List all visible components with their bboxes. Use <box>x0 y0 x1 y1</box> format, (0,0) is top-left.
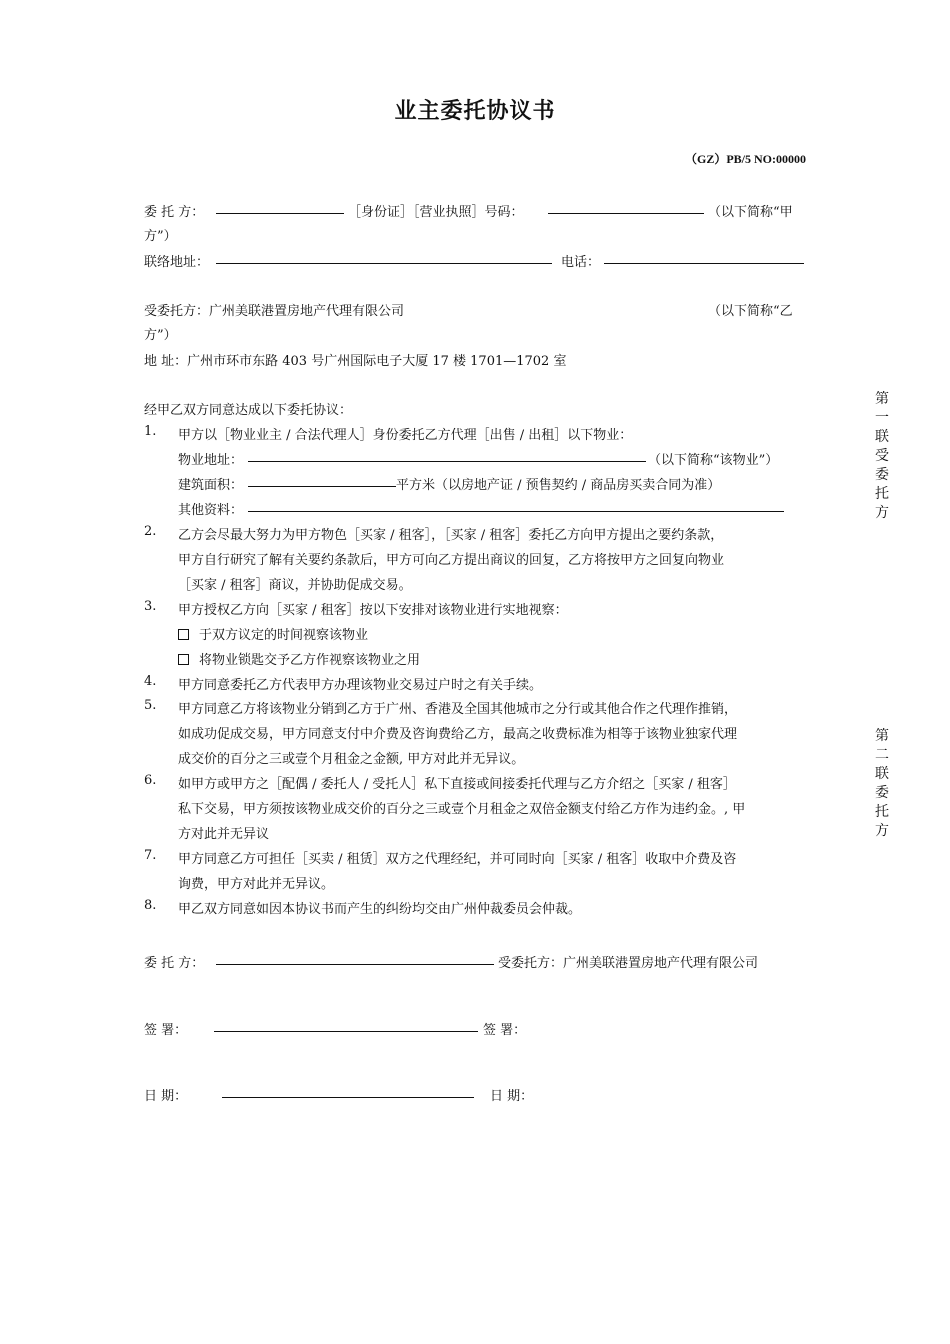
clause-number: 5. <box>144 698 157 713</box>
viewing-option-1[interactable] <box>178 624 368 643</box>
building-area-note: 平方米（以房地产证 / 预售契约 / 商品房买卖合同为准） <box>396 478 721 493</box>
clause-number: 4. <box>144 674 157 689</box>
clause-7-line: 询费，甲方对此并无异议。 <box>178 877 335 892</box>
clause-5-line: 成交价的百分之三或壹个月租金之金额, 甲方对此并无异议。 <box>178 752 525 767</box>
signature-field-a[interactable] <box>214 1031 478 1032</box>
clause-5-line: 如成功促成交易，甲方同意支付中介费及咨询费给乙方，最高之收费标准为相等于该物业独家代理 <box>178 727 738 742</box>
date-field-a[interactable] <box>222 1097 474 1098</box>
clause-6-line: 如甲方或甲方之［配偶 / 委托人 / 受托人］私下直接或间接委托代理与乙方介绍之［买家 / 租客］ <box>178 777 736 792</box>
viewing-option-1-label: 于双方议定的时间视察该物业 <box>199 628 369 643</box>
party-a-address-field[interactable] <box>216 263 552 264</box>
sign-party-a-field[interactable] <box>216 964 494 965</box>
party-a-address-label: 联络地址： <box>144 255 210 270</box>
party-a-id-type: ［身份证］［营业执照］号码： <box>348 205 524 220</box>
sign-party-b-label: 受委托方：广州美联港置房地产代理有限公司 <box>498 956 759 971</box>
party-b-alias-cont: 方”） <box>144 328 177 343</box>
party-a-phone-field[interactable] <box>604 263 804 264</box>
party-b-alias: （以下简称“乙 <box>708 304 793 319</box>
viewing-option-2[interactable] <box>178 649 420 668</box>
clause-number: 2. <box>144 524 157 539</box>
party-b-address: 地 址：广州市环市东路 403 号广州国际电子大厦 17 楼 1701—1702 室 <box>144 354 567 369</box>
clause-6-line: 方对此并无异议 <box>178 827 270 842</box>
building-area-field[interactable] <box>248 486 396 487</box>
party-a-label: 委 托 方： <box>144 205 205 220</box>
clause-2-line: 乙方会尽最大努力为甲方物色［买家 / 租客］，［买家 / 租客］委托乙方向甲方提出之要约条款， <box>178 528 724 543</box>
viewing-option-2-label: 将物业锁匙交予乙方作视察该物业之用 <box>199 653 421 668</box>
date-label-a: 日 期： <box>144 1089 188 1104</box>
checkbox-icon[interactable] <box>178 654 189 665</box>
sign-label-b: 签 署： <box>483 1023 527 1038</box>
clause-5-line: 甲方同意乙方将该物业分销到乙方于广州、香港及全国其他城市之分行或其他合作之代理作推销， <box>178 702 738 717</box>
clause-6-line: 私下交易，甲方须按该物业成交价的百分之三或壹个月租金之双倍金额支付给乙方作为违约金。, 甲 <box>178 802 746 817</box>
party-b-label: 受委托方：广州美联港置房地产代理有限公司 <box>144 304 405 319</box>
sign-party-a-label: 委 托 方： <box>144 956 205 971</box>
property-address-note: （以下简称“该物业”） <box>648 453 779 468</box>
date-label-b: 日 期： <box>490 1089 534 1104</box>
building-area-label: 建筑面积： <box>178 478 244 493</box>
clause-2-line: 甲方自行研究了解有关要约条款后，甲方可向乙方提出商议的回复，乙方将按甲方之回复向物业 <box>178 553 725 568</box>
clause-number: 3. <box>144 599 157 614</box>
clause-number: 8. <box>144 898 157 913</box>
copy-2-side-label: 第 二 联 委 托 方 <box>875 728 889 839</box>
party-a-name-field[interactable] <box>216 213 344 214</box>
party-a-alias: （以下简称“甲 <box>708 205 793 220</box>
clause-8-text: 甲乙双方同意如因本协议书而产生的纠纷均交由广州仲裁委员会仲裁。 <box>178 902 582 917</box>
copy-1-side-label: 第 一 联 受 委 托 方 <box>875 391 889 521</box>
clause-3-text: 甲方授权乙方向［买家 / 租客］按以下安排对该物业进行实地视察： <box>178 603 568 618</box>
clause-2-line: ［买家 / 租客］商议，并协助促成交易。 <box>178 578 412 593</box>
clause-number: 6. <box>144 773 157 788</box>
property-address-field[interactable] <box>248 461 646 462</box>
sign-label-a: 签 署： <box>144 1023 188 1038</box>
other-info-label: 其他资料： <box>178 503 244 518</box>
party-a-id-number-field[interactable] <box>548 213 704 214</box>
agreement-intro: 经甲乙双方同意达成以下委托协议： <box>144 403 353 418</box>
party-a-alias-cont: 方”） <box>144 229 177 244</box>
property-address-label: 物业地址： <box>178 453 244 468</box>
document-number: （GZ）PB/5 NO:00000 <box>684 152 806 166</box>
clause-number: 1. <box>144 424 157 439</box>
clause-number: 7. <box>144 848 157 863</box>
checkbox-icon[interactable] <box>178 629 189 640</box>
other-info-field[interactable] <box>248 511 784 512</box>
party-a-phone-label: 电话： <box>561 255 601 270</box>
clause-1-text: 甲方以［物业业主 / 合法代理人］身份委托乙方代理［出售 / 出租］以下物业： <box>178 428 633 443</box>
clause-7-line: 甲方同意乙方可担任［买卖 / 租赁］双方之代理经纪，并可同时向［买家 / 租客］收取中介费及咨 <box>178 852 737 867</box>
document-title: 业主委托协议书 <box>394 98 556 124</box>
clause-4-text: 甲方同意委托乙方代表甲方办理该物业交易过户时之有关手续。 <box>178 678 543 693</box>
